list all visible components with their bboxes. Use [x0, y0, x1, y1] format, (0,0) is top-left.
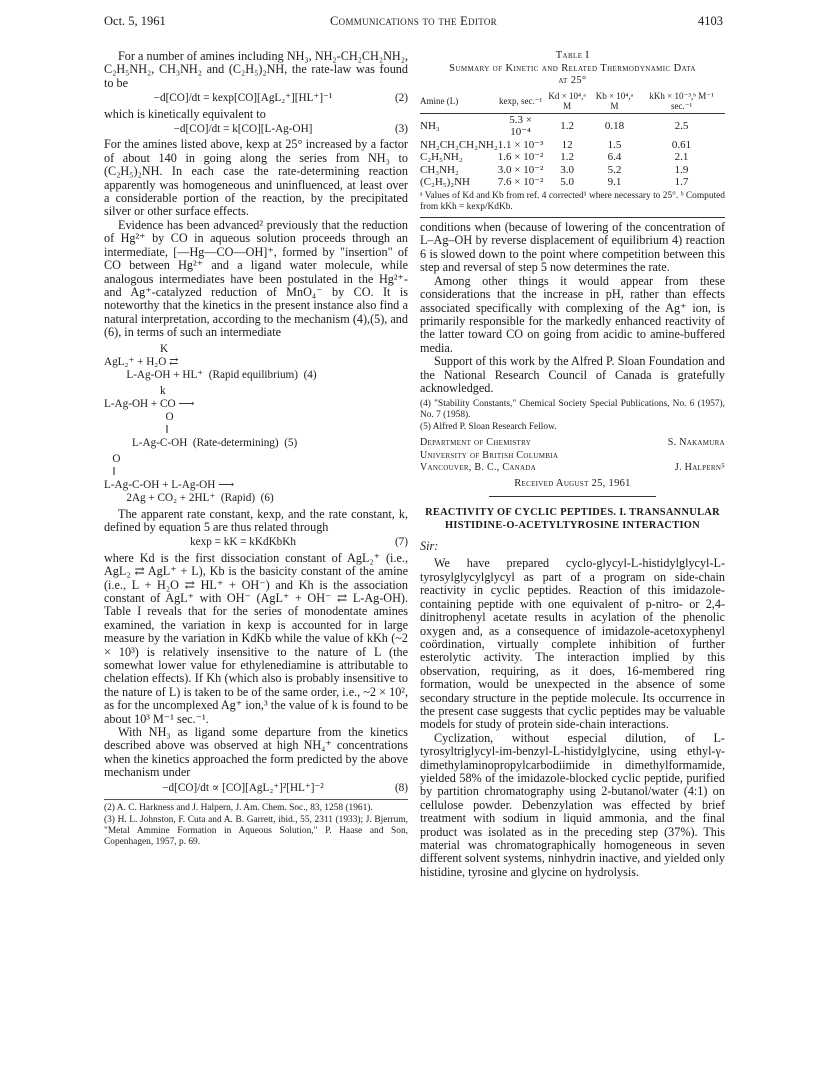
table-cell: 0.18	[604, 119, 625, 132]
table-row	[420, 113, 725, 139]
table-cell: 12	[561, 138, 573, 151]
table-cell: 1.5	[607, 138, 622, 151]
table-cell: NH₂CH₂CH₂NH₂	[420, 138, 498, 151]
reaction-5: k L-Ag-OH + CO ⟶ O ‖ L-Ag-C-OH (Rate-determining) (5)	[104, 384, 298, 449]
table-cell: 1.7	[674, 176, 689, 189]
equation-7: kexp = kK = kKdKbKh (7)	[190, 536, 408, 549]
location: Vancouver, B. C., Canada	[420, 462, 537, 474]
table-cell: 0.61	[671, 138, 692, 151]
paragraph: where Kd is the first dissociation constant of AgL₂⁺ (i.e., AgL₂ ⇄ AgL⁺ + L), Kb is the basicity constant of the amine (i.e., L + H₂O ⇄ HL⁺ + OH⁻) and Kh is the association constant of AgL⁺ with OH⁻ (AgL⁺ + OH⁻ ⇄ L-Ag-OH). Table I reveals that for the series of monodentate amines examined, the variation in kexp is accounted for in large measure by the variation in KdKb while the value of kKh (~2 × 10³) is relatively insensitive to the nature of L (the somewhat lower value for ethylenediamine is attributable to chelation effects). If Kh (which also is probably insensitive to the nature of L) is taken to be of the same order, i.e., ~2 × 10², as for the uncomplexed Ag⁺ ion,³ the value of k is found to be about 10³ M⁻¹ sec.⁻¹.	[104, 550, 408, 726]
table-cell: 5.3 × 10⁻⁴	[509, 113, 532, 139]
table-cell: 3.0 × 10⁻²	[497, 163, 544, 176]
page-number: 4103	[698, 14, 723, 28]
divider	[489, 496, 657, 497]
paragraph: The apparent rate constant, kexp, and the rate constant, k, defined by equation 5 are thus related through	[104, 506, 408, 534]
left-column	[104, 50, 408, 849]
table-cell: 3.0	[560, 163, 574, 176]
table-cell: 1.6 × 10⁻²	[497, 151, 544, 164]
col-header: Kd × 10⁴,ᵃ M	[543, 91, 590, 114]
table-row	[420, 176, 725, 189]
received-date: Received August 25, 1961	[514, 477, 631, 489]
paragraph: Evidence has been advanced² previously that the reduction of Hg²⁺ by CO in aqueous solution proceeds through an intermediate, [—Hg—CO—OH]⁺, formed by "insertion" of CO between Hg²⁺ and a ligand water molecule, while analogous intermediates have been postulated in the Hg²⁺- and Ag⁺-catalyzed reduction of MnO₄⁻ by CO. It is noteworthy that the kinetics in the present instance also find a natural interpretation, according to the mechanism (4),(5), and (6), in terms of such an intermediate	[104, 217, 408, 340]
footnote: (3) H. L. Johnston, F. Cuta and A. B. Garrett, ibid., 55, 2311 (1933); J. Bjerrum, "Metal Ammine Formation in Aqueous Solution," P. Haase and Son, Copenhagen, 1957, p. 69.	[104, 815, 408, 848]
paragraph: Support of this work by the Alfred P. Sloan Foundation and the National Research Council of Canada is gratefully acknowledged.	[420, 354, 725, 395]
table-cell: 1.2	[560, 151, 574, 164]
equation-3: −d[CO]/dt = k[CO][L-Ag-OH] (3)	[173, 123, 408, 136]
equation-8: −d[CO]/dt ∝ [CO][AgL₂⁺]²[HL⁺]⁻² (8)	[162, 781, 408, 794]
article-title: REACTIVITY OF CYCLIC PEPTIDES. I. TRANSANNULAR HISTIDINE-O-ACETYLTYROSINE INTERACTION	[425, 507, 720, 531]
equation-2: −d[CO]/dt = kexp[CO][AgL₂⁺][HL⁺]⁻¹ (2)	[153, 92, 408, 105]
paragraph: Among other things it would appear from these considerations that the increase in pH, rather than effects associated specifically with complexing of the Ag⁺ ion, is primarily responsible for the markedly enhanced reactivity of the latter toward CO on going from acidic to amine-buffered media.	[420, 273, 725, 355]
table-row	[420, 164, 725, 177]
col-header: kexp, sec.⁻¹	[498, 91, 544, 114]
table-cell: 5.0	[560, 176, 574, 189]
table-cell: 1.2	[560, 119, 574, 132]
issue-date: Oct. 5, 1961	[104, 14, 166, 28]
footnote: (4) "Stability Constants," Chemical Society Special Publications, No. 6 (1957), No. 7 (1958).	[420, 399, 725, 421]
paragraph: conditions when (because of lowering of the concentration of L–Ag–OH by reverse displacement of equilibrium 4) reaction 6 is slowed down to the point where competition between this step and reversal of step 5 now determines the rate.	[420, 220, 725, 275]
paragraph: For the amines listed above, kexp at 25° increased by a factor of about 140 in going along the series from NH₃ to (C₂H₅)₂NH. In each case the rate-determining reaction apparently was homogeneous and uninfluenced, at least over a considerable portion of the reaction, by the precipitated silver or other surface effects.	[104, 137, 408, 219]
department: Department of Chemistry	[420, 437, 532, 449]
table-cell: 9.1	[607, 176, 622, 189]
table-cell: 1.9	[674, 163, 689, 176]
table-caption-line2: at 25°	[558, 75, 587, 86]
table-cell: CH₃NH₂	[420, 163, 459, 176]
table-cell: NH₃	[420, 119, 440, 132]
paragraph: which is kinetically equivalent to	[104, 106, 266, 121]
author-name: J. Halpern⁵	[674, 462, 725, 474]
institution: University of British Columbia	[420, 449, 559, 461]
reaction-4: K AgL₂⁺ + H₂O ⇄ L-Ag-OH + HL⁺ (Rapid equilibrium) (4)	[104, 342, 317, 381]
table-row	[420, 151, 725, 164]
table-row	[420, 139, 725, 152]
page-header	[104, 14, 723, 34]
table-cell: (C₂H₅)₂NH	[420, 176, 470, 189]
footnote: (5) Alfred P. Sloan Research Fellow.	[420, 422, 557, 433]
paragraph: We have prepared cyclo-glycyl-L-histidylglycyl-L-tyrosylglycylglycyl as part of a program on side-chain reactivity in cyclic peptides. Reaction of this imidazole-containing peptide with one equivalent of p-nitro- or 2,4-dinitrophenyl acetate results in acylation of the phenolic oxygen and, as a consequence of imidazole-acetoxyphenyl coördination, virtually complete inhibition of further esterolytic activity. The interaction implied by this observation, requiring, as it does, 16-membered ring formation, would be unexpected in the absence of some secondary structure in the peptide molecule. Its occurrence in the present case suggests that cyclic peptides may be valuable models for study of protein side-chain interactions.	[420, 556, 725, 732]
table-note: ᵃ Values of Kd and Kb from ref. 4 corrected¹ where necessary to 25°. ᵇ Computed from kKh = kexp/KdKb.	[420, 191, 725, 218]
table-label: Table I	[555, 50, 590, 61]
table-cell: 6.4	[607, 151, 622, 164]
table-cell: 1.1 × 10⁻³	[497, 138, 544, 151]
data-table	[420, 91, 725, 190]
footnotes	[420, 399, 725, 433]
table-caption: Summary of Kinetic and Related Thermodynamic Data	[449, 62, 696, 74]
paragraph: With NH₃ as ligand some departure from the kinetics described above was observed at high NH₄⁺ concentrations when the kinetics approached the form predicted by the above mechanism under	[104, 725, 408, 780]
author-address-block	[420, 437, 725, 475]
col-header: Kb × 10⁴,ᵃ M	[591, 91, 638, 114]
table-cell: 5.2	[607, 163, 622, 176]
table-cell: C₂H₅NH₂	[420, 151, 463, 164]
table-cell: 2.1	[674, 151, 689, 164]
salutation: Sir:	[420, 539, 439, 554]
table-cell: 2.5	[674, 119, 689, 132]
table-cell: 7.6 × 10⁻²	[497, 176, 544, 189]
col-header: kKh × 10⁻³,ᵇ M⁻¹ sec.⁻¹	[638, 91, 725, 114]
right-column	[420, 50, 725, 879]
table-header-row	[420, 91, 725, 114]
footnotes	[104, 799, 408, 848]
running-title: Communications to the Editor	[330, 14, 497, 28]
col-header: Amine (L)	[420, 91, 498, 114]
paragraph: For a number of amines including NH₃, NH₂-CH₂CH₂NH₂, C₂H₅NH₂, CH₃NH₂ and (C₂H₅)₂NH, the rate-law was found to be	[104, 49, 408, 90]
paragraph: Cyclization, without especial dilution, of L-tyrosyltriglycyl-im-benzyl-L-histidylglycine, using ethyl-γ-dimethylaminopropylcarbodiimide in dimethylformamide, yielded 58% of the imidazole-blocked cyclic peptide, purified by partition chromatography using 2-butanol/water (4:1) on cellulose powder. Debenzylation was effected by brief treatment with sodium in liquid ammonia, and the final product was isolated as in the preceding step (37%). This material was chromatographically homogeneous in seven different solvent systems, ninhydrin inactive, and yielded only histidine, tyrosine and glycine on hydrolysis.	[420, 730, 725, 879]
author-name: S. Nakamura	[667, 437, 725, 449]
footnote: (2) A. C. Harkness and J. Halpern, J. Am. Chem. Soc., 83, 1258 (1961).	[104, 803, 373, 814]
reaction-6: O ‖ L-Ag-C-OH + L-Ag-OH ⟶ 2Ag + CO₂ + 2HL⁺ (Rapid) (6)	[104, 452, 274, 504]
